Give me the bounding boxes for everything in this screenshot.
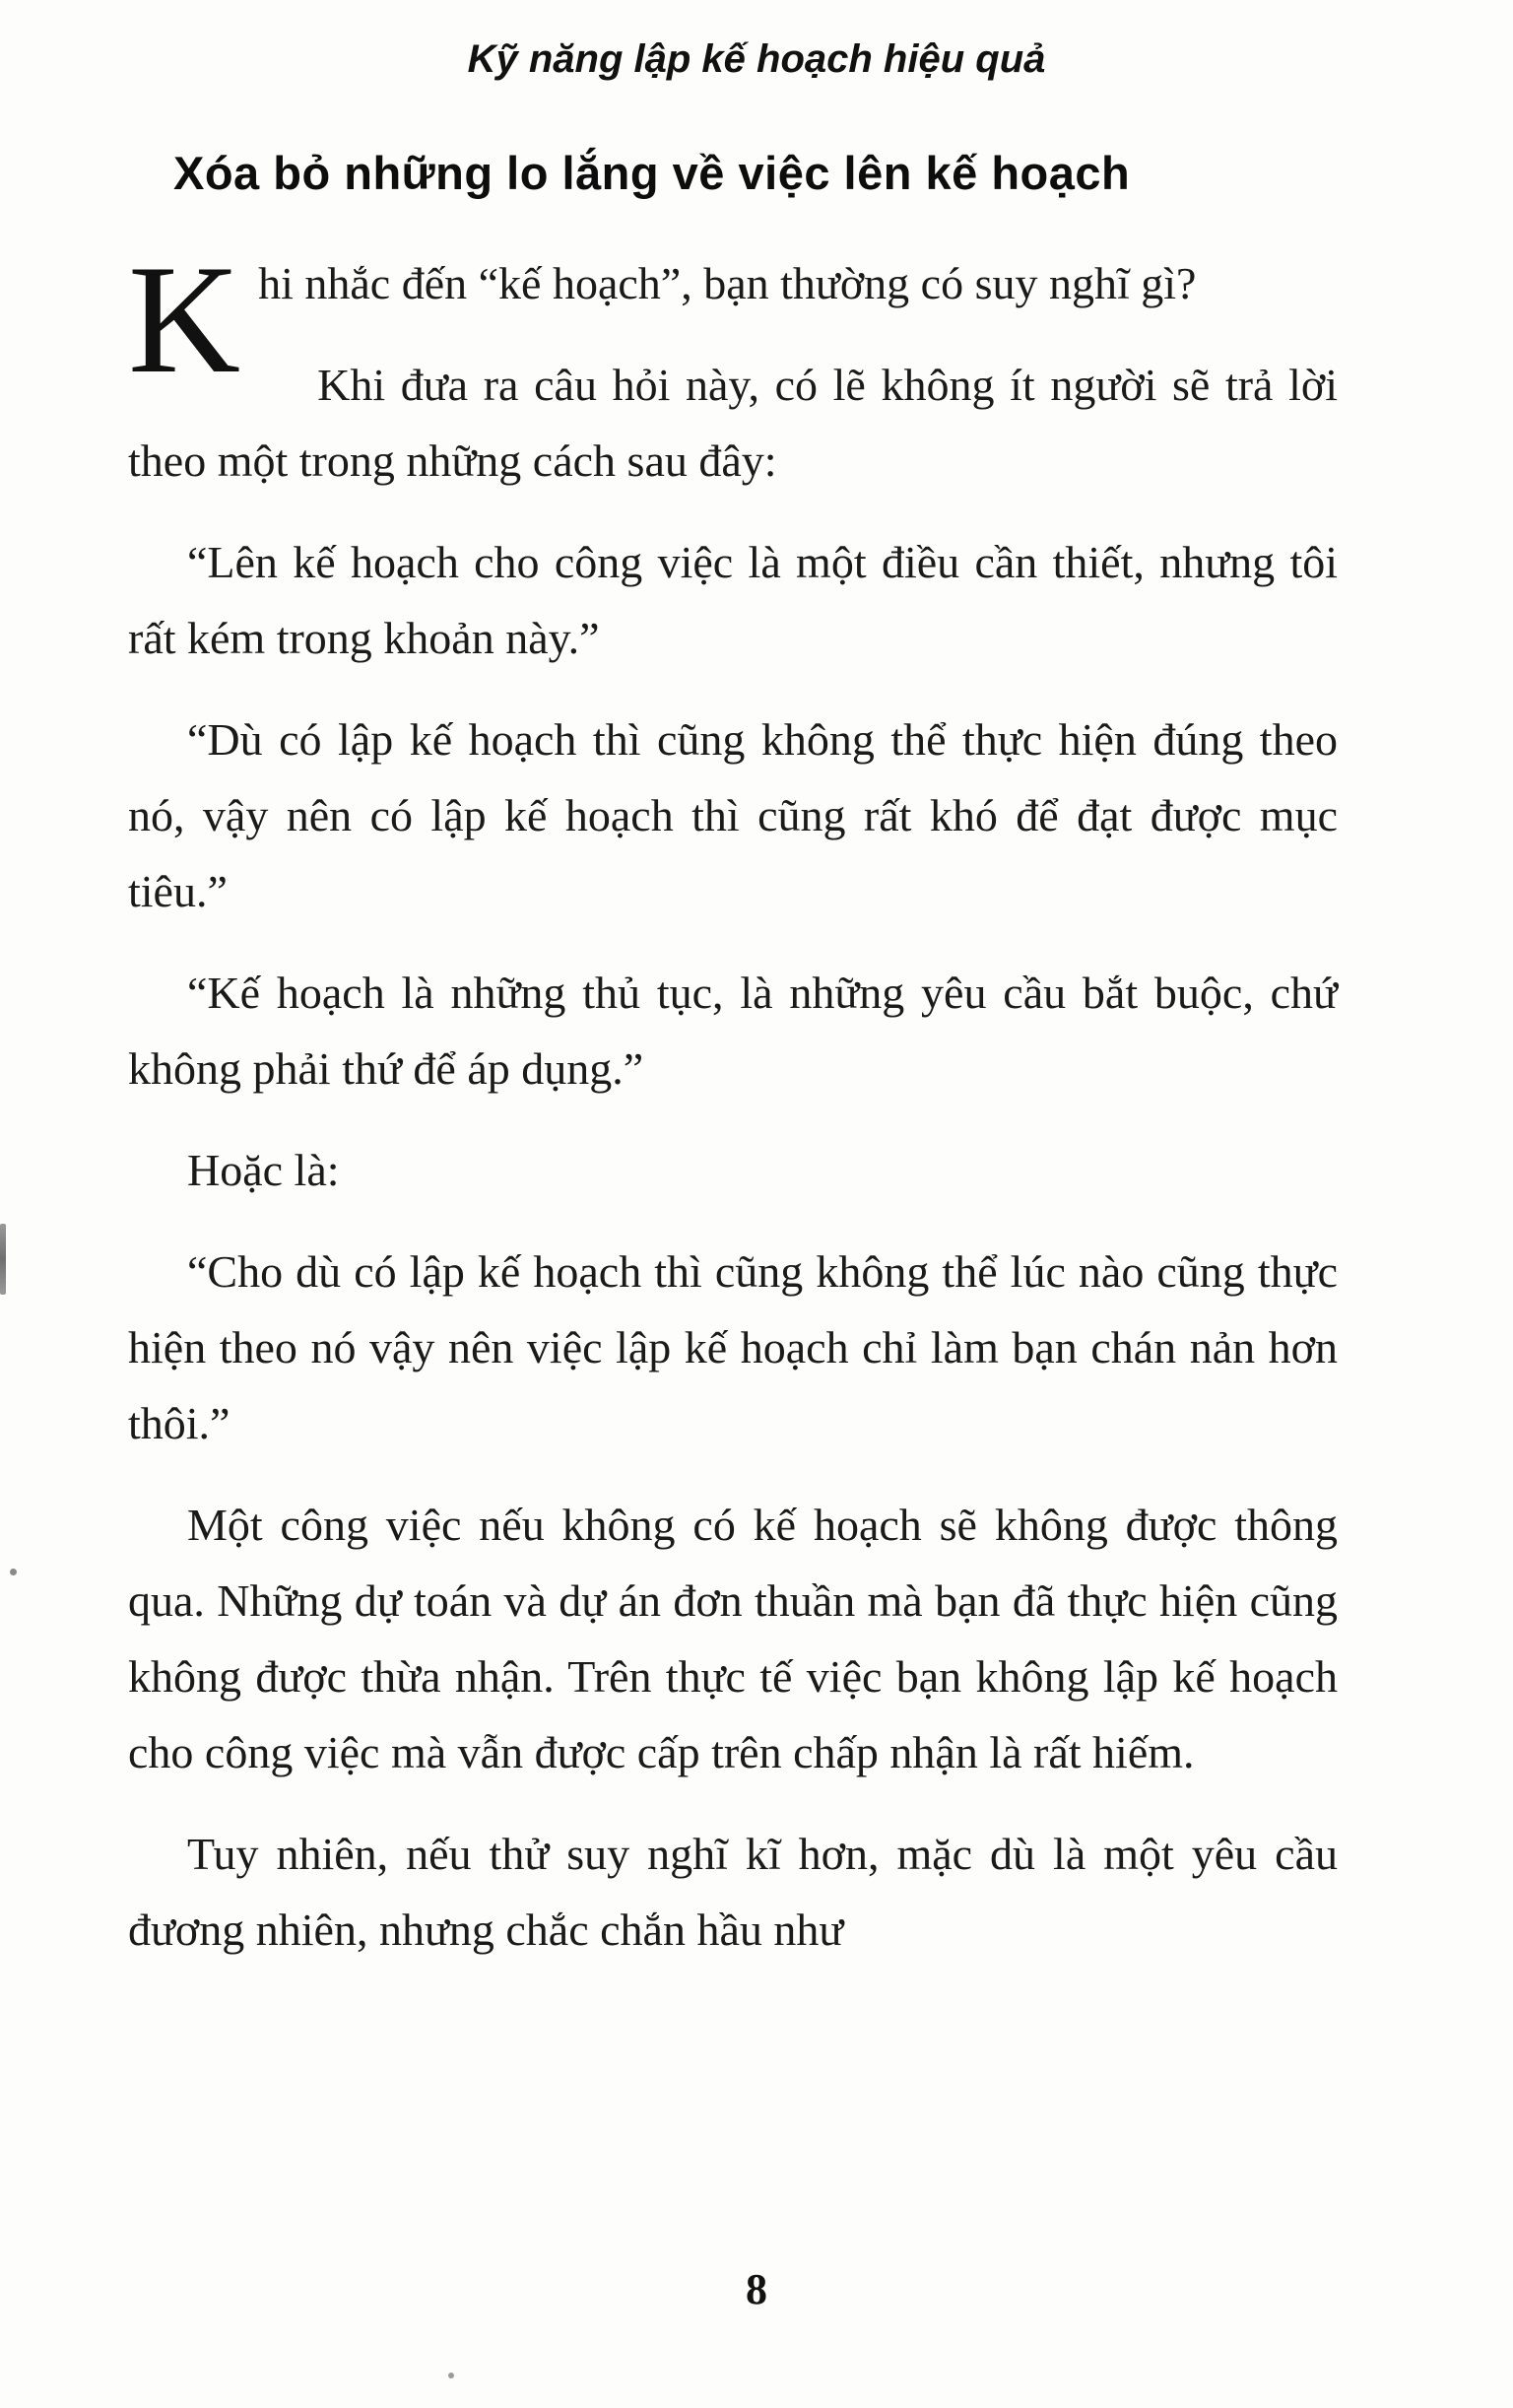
paragraph: Khi đưa ra câu hỏi này, có lẽ không ít người sẽ trả lời theo một trong những cách sau đây: bbox=[128, 360, 1338, 486]
paragraph-text: hi nhắc đến “kế hoạch”, bạn thường có suy nghĩ gì? bbox=[258, 258, 1197, 308]
scan-artifact bbox=[448, 2373, 454, 2378]
paragraph: Một công việc nếu không có kế hoạch sẽ không được thông qua. Những dự toán và dự án đơn thuần mà bạn đã thực hiện cũng không được thừa nhận. Trên thực tế việc bạn không lập kế hoạch cho công việc mà vẫn được cấp trên chấp nhận là rất hiếm. bbox=[128, 1500, 1338, 1777]
paragraph: Tuy nhiên, nếu thử suy nghĩ kĩ hơn, mặc dù là một yêu cầu đương nhiên, nhưng chắc chắn hầu như bbox=[128, 1829, 1338, 1955]
paragraph-quote: “Lên kế hoạch cho công việc là một điều cần thiết, nhưng tôi rất kém trong khoản này.” bbox=[128, 537, 1338, 663]
paragraph: Hoặc là: bbox=[187, 1145, 340, 1195]
dropcap-paragraph bbox=[128, 234, 1338, 406]
page-number: 8 bbox=[746, 2265, 767, 2313]
section-title: Xóa bỏ những lo lắng về việc lên kế hoạch bbox=[173, 147, 1131, 199]
dropcap-letter: K bbox=[128, 234, 241, 406]
scan-artifact bbox=[0, 1224, 6, 1295]
scan-artifact bbox=[10, 1569, 17, 1575]
paragraph-quote: “Cho dù có lập kế hoạch thì cũng không thể lúc nào cũng thực hiện theo nó vậy nên việc lập kế hoạch chỉ làm bạn chán nản hơn thôi.” bbox=[128, 1246, 1338, 1448]
paragraph-quote: “Dù có lập kế hoạch thì cũng không thể thực hiện đúng theo nó, vậy nên có lập kế hoạch thì cũng rất khó để đạt được mục tiêu.” bbox=[128, 714, 1338, 916]
paragraph-quote: “Kế hoạch là những thủ tục, là những yêu cầu bắt buộc, chứ không phải thứ để áp dụng.” bbox=[128, 968, 1338, 1094]
page-content bbox=[128, 146, 1338, 1993]
running-header: Kỹ năng lập kế hoạch hiệu quả bbox=[467, 37, 1046, 81]
